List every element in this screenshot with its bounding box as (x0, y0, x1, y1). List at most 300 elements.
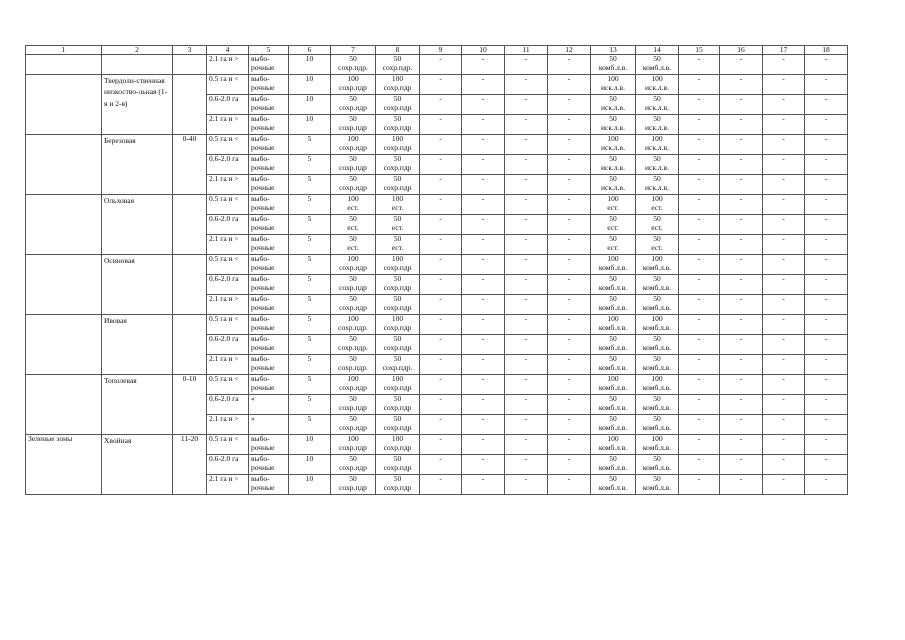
area-cell: 0.6-2.0 га (207, 95, 249, 115)
area-cell: 0.5 га и < (207, 75, 249, 95)
value-cell (331, 355, 376, 375)
stand-type-cell: Ивовая (102, 315, 173, 375)
percent-cell: 5 (289, 175, 331, 195)
dash-cell: - (420, 75, 462, 95)
cutting-type-cell-line: рочные (251, 222, 275, 232)
dash-cell: - (505, 75, 548, 95)
renewal-cell-line: 50 (609, 294, 617, 303)
cutting-type-cell-line: рочные (251, 262, 275, 272)
percent-cell: 10 (289, 435, 331, 455)
dash-cell: - (548, 255, 591, 275)
value-cell-line: сохр.пдр (383, 322, 412, 332)
dash-cell: - (505, 215, 548, 235)
value-cell (376, 455, 420, 475)
renewal-cell-line: комб.л.в. (598, 482, 628, 492)
dash-cell: - (505, 355, 548, 375)
dash-cell: - (548, 135, 591, 155)
category-cell (26, 195, 102, 255)
renewal-cell-line: 100 (607, 194, 619, 203)
renewal-cell-line: комб.л.в. (642, 362, 672, 372)
renewal-cell-line: комб.л.в. (642, 282, 672, 292)
renewal-cell (591, 55, 636, 75)
cutting-type-cell-line: выбо- (251, 454, 270, 463)
dash-cell: - (505, 395, 548, 415)
area-cell: 0.6-2.0 га (207, 455, 249, 475)
dash-cell: - (462, 375, 505, 395)
renewal-cell-line: 50 (609, 354, 617, 363)
value-cell-line: сохр.пдр (383, 142, 412, 152)
dash-cell: - (505, 135, 548, 155)
dash-cell: - (720, 295, 763, 315)
value-cell-line: сохр.пдр (339, 402, 367, 412)
stand-type-cell: Осиновая (102, 255, 173, 315)
age-cell: 11-20 (173, 435, 207, 495)
renewal-cell (636, 75, 679, 95)
dash-cell: - (679, 295, 720, 315)
renewal-cell (636, 235, 679, 255)
dash-cell: - (805, 95, 848, 115)
dash-cell: - (679, 475, 720, 495)
dash-cell: - (763, 55, 805, 75)
value-cell (376, 75, 420, 95)
value-cell-line: сохр.пдр (383, 402, 412, 412)
dash-cell: - (763, 235, 805, 255)
dash-cell: - (462, 335, 505, 355)
dash-cell: - (720, 335, 763, 355)
value-cell-line: 100 (347, 194, 359, 203)
value-cell (376, 335, 420, 355)
cutting-type-cell-line: выбо- (251, 94, 270, 103)
dash-cell: - (462, 115, 505, 135)
value-cell (376, 135, 420, 155)
dash-cell: - (505, 115, 548, 135)
dash-cell: - (805, 235, 848, 255)
value-cell (331, 195, 376, 215)
dash-cell: - (679, 275, 720, 295)
dash-cell: - (420, 395, 462, 415)
cutting-type-cell-line: « (251, 414, 255, 423)
value-cell (376, 375, 420, 395)
dash-cell: - (420, 155, 462, 175)
cutting-type-cell-line: рочные (251, 382, 275, 392)
dash-cell: - (679, 455, 720, 475)
value-cell (376, 295, 420, 315)
dash-cell: - (720, 235, 763, 255)
renewal-cell (636, 95, 679, 115)
renewal-cell-line: иск.л.в. (645, 122, 669, 132)
renewal-cell-line: ест. (607, 202, 619, 212)
percent-cell: 5 (289, 195, 331, 215)
value-cell-line: 50 (393, 334, 402, 343)
dash-cell: - (805, 115, 848, 135)
value-cell-line: 100 (391, 254, 404, 263)
dash-cell: - (420, 115, 462, 135)
dash-cell: - (720, 435, 763, 455)
dash-cell: - (679, 95, 720, 115)
renewal-cell-line: 50 (609, 474, 617, 483)
dash-cell: - (505, 375, 548, 395)
dash-cell: - (763, 255, 805, 275)
dash-cell: - (462, 475, 505, 495)
dash-cell: - (548, 155, 591, 175)
percent-cell: 5 (289, 135, 331, 155)
renewal-cell (591, 75, 636, 95)
dash-cell: - (505, 415, 548, 435)
age-cell (173, 255, 207, 315)
dash-cell: - (505, 155, 548, 175)
value-cell (376, 395, 420, 415)
value-cell-line: сохр.пдр (383, 282, 412, 292)
age-cell: 0-10 (173, 375, 207, 435)
renewal-cell (591, 435, 636, 455)
header-cell: 1 (26, 46, 102, 55)
dash-cell: - (420, 455, 462, 475)
dash-cell: - (548, 395, 591, 415)
dash-cell: - (805, 295, 848, 315)
dash-cell: - (679, 335, 720, 355)
age-cell (173, 75, 207, 135)
renewal-cell-line: комб.л.в. (642, 402, 672, 412)
value-cell-line: сохр.пдр. (338, 342, 368, 352)
value-cell-line: 50 (349, 94, 357, 103)
value-cell-line: 50 (349, 354, 357, 363)
cutting-type-cell (249, 75, 289, 95)
table-row (26, 375, 848, 395)
dash-cell: - (505, 235, 548, 255)
value-cell-line: 50 (393, 274, 402, 283)
value-cell-line: сохр.пдр (339, 442, 367, 452)
cutting-type-cell (249, 235, 289, 255)
cutting-type-cell-line: выбо- (251, 254, 270, 263)
dash-cell: - (720, 155, 763, 175)
cutting-type-cell (249, 295, 289, 315)
value-cell (331, 335, 376, 355)
dash-cell: - (805, 315, 848, 335)
cutting-type-cell-line: рочные (251, 102, 275, 112)
dash-cell: - (505, 455, 548, 475)
dash-cell: - (462, 215, 505, 235)
header-cell: 18 (805, 46, 848, 55)
value-cell (376, 255, 420, 275)
cutting-type-cell (249, 255, 289, 275)
dash-cell: - (420, 435, 462, 455)
value-cell-line: сохр.пдр (383, 382, 412, 392)
dash-cell: - (805, 175, 848, 195)
forestry-table (25, 45, 848, 495)
value-cell (376, 95, 420, 115)
cutting-type-cell-line: выбо- (251, 114, 270, 123)
value-cell-line: 50 (349, 114, 357, 123)
renewal-cell-line: 50 (653, 234, 661, 243)
value-cell-line: сохр.пдр (383, 162, 412, 172)
renewal-cell (636, 175, 679, 195)
dash-cell: - (505, 275, 548, 295)
value-cell-line: 50 (393, 394, 402, 403)
dash-cell: - (420, 135, 462, 155)
value-cell-line: 100 (391, 314, 404, 323)
dash-cell: - (548, 315, 591, 335)
dash-cell: - (805, 215, 848, 235)
renewal-cell (591, 395, 636, 415)
value-cell-line: 50 (393, 94, 402, 103)
value-cell-line: сохр.пдр (383, 342, 412, 352)
dash-cell: - (548, 55, 591, 75)
renewal-cell-line: 50 (609, 394, 617, 403)
value-cell-line: 50 (393, 414, 402, 423)
cutting-type-cell-line: рочные (251, 282, 275, 292)
renewal-cell (636, 355, 679, 375)
dash-cell: - (420, 415, 462, 435)
dash-cell: - (763, 375, 805, 395)
value-cell (331, 455, 376, 475)
percent-cell: 5 (289, 155, 331, 175)
renewal-cell-line: иск.л.в. (645, 142, 669, 152)
cutting-type-cell-line: рочные (251, 322, 275, 332)
area-cell: 0.5 га и < (207, 315, 249, 335)
renewal-cell-line: 50 (609, 154, 617, 163)
dash-cell: - (679, 255, 720, 275)
value-cell (376, 115, 420, 135)
value-cell-line: 50 (393, 154, 402, 163)
renewal-cell-line: комб.л.в. (642, 302, 672, 312)
renewal-cell-line: комб.л.в. (598, 402, 628, 412)
area-cell: 0.6-2.0 га (207, 275, 249, 295)
cutting-type-cell-line: выбо- (251, 194, 270, 203)
dash-cell: - (679, 155, 720, 175)
value-cell-line: 100 (347, 134, 359, 143)
dash-cell: - (805, 375, 848, 395)
value-cell-line: 100 (347, 374, 359, 383)
cutting-type-cell-line: выбо- (251, 434, 270, 443)
renewal-cell (591, 455, 636, 475)
table-row (26, 75, 848, 95)
dash-cell: - (720, 455, 763, 475)
value-cell-line: ест. (347, 222, 359, 232)
dash-cell: - (679, 215, 720, 235)
header-cell: 15 (679, 46, 720, 55)
header-cell: 9 (420, 46, 462, 55)
cutting-type-cell-line: выбо- (251, 314, 270, 323)
dash-cell: - (720, 135, 763, 155)
value-cell-line: 100 (347, 434, 359, 443)
renewal-cell (591, 355, 636, 375)
dash-cell: - (420, 275, 462, 295)
dash-cell: - (505, 95, 548, 115)
dash-cell: - (420, 295, 462, 315)
renewal-cell-line: 100 (651, 374, 663, 383)
renewal-cell-line: иск.л.в. (601, 122, 625, 132)
renewal-cell (636, 115, 679, 135)
cutting-type-cell-line: рочные (251, 62, 275, 72)
dash-cell: - (720, 55, 763, 75)
renewal-cell-line: комб.л.в. (642, 382, 672, 392)
renewal-cell-line: комб.л.в. (598, 302, 628, 312)
cutting-type-cell-line: выбо- (251, 54, 270, 63)
renewal-cell-line: 50 (653, 54, 661, 63)
percent-cell: 5 (289, 315, 331, 335)
cutting-type-cell-line: рочные (251, 482, 275, 492)
cutting-type-cell-line: выбо- (251, 174, 270, 183)
dash-cell: - (548, 115, 591, 135)
value-cell-line: 50 (393, 294, 402, 303)
value-cell-line: 100 (347, 74, 359, 83)
dash-cell: - (505, 55, 548, 75)
dash-cell: - (505, 255, 548, 275)
value-cell (331, 375, 376, 395)
renewal-cell-line: 50 (653, 274, 661, 283)
dash-cell: - (720, 75, 763, 95)
dash-cell: - (720, 275, 763, 295)
value-cell (331, 275, 376, 295)
table-body (26, 46, 848, 495)
renewal-cell-line: ест. (607, 242, 619, 252)
dash-cell: - (462, 155, 505, 175)
percent-cell: 5 (289, 295, 331, 315)
renewal-cell (636, 55, 679, 75)
dash-cell: - (720, 475, 763, 495)
renewal-cell (636, 215, 679, 235)
renewal-cell-line: 50 (609, 174, 617, 183)
renewal-cell (636, 475, 679, 495)
value-cell-line: сохр.пдр (383, 82, 412, 92)
dash-cell: - (505, 315, 548, 335)
renewal-cell-line: 100 (607, 74, 619, 83)
renewal-cell (636, 275, 679, 295)
dash-cell: - (420, 175, 462, 195)
dash-cell: - (720, 375, 763, 395)
percent-cell: 5 (289, 275, 331, 295)
dash-cell: - (548, 75, 591, 95)
renewal-cell (591, 275, 636, 295)
value-cell-line: 100 (391, 74, 404, 83)
value-cell (331, 295, 376, 315)
value-cell-line: ест. (391, 242, 404, 252)
dash-cell: - (548, 195, 591, 215)
value-cell-line: 50 (349, 214, 357, 223)
renewal-cell (636, 455, 679, 475)
renewal-cell (591, 215, 636, 235)
cutting-type-cell (249, 195, 289, 215)
renewal-cell-line: 100 (607, 314, 619, 323)
dash-cell: - (679, 175, 720, 195)
dash-cell: - (805, 475, 848, 495)
value-cell-line: сохр.пдр (339, 382, 367, 392)
cutting-type-cell-line: рочные (251, 362, 275, 372)
value-cell-line: 100 (391, 194, 404, 203)
dash-cell: - (805, 455, 848, 475)
area-cell: 0.5 га и < (207, 375, 249, 395)
value-cell-line: 50 (393, 54, 402, 63)
area-cell: 0.5 га и < (207, 435, 249, 455)
value-cell (331, 475, 376, 495)
header-cell: 17 (763, 46, 805, 55)
cutting-type-cell-line: рочные (251, 182, 275, 192)
cutting-type-cell-line: выбо- (251, 234, 270, 243)
renewal-cell-line: 50 (653, 474, 661, 483)
renewal-cell (591, 415, 636, 435)
dash-cell: - (720, 175, 763, 195)
value-cell (376, 435, 420, 455)
value-cell (331, 175, 376, 195)
category-cell (26, 55, 102, 75)
stand-type-cell: Березовая (102, 135, 173, 195)
dash-cell: - (805, 355, 848, 375)
dash-cell: - (763, 335, 805, 355)
value-cell-line: сохр.пдр. (382, 62, 413, 72)
renewal-cell-line: 100 (651, 434, 663, 443)
cutting-type-cell-line: выбо- (251, 134, 270, 143)
dash-cell: - (462, 355, 505, 375)
header-cell: 13 (591, 46, 636, 55)
renewal-cell (636, 255, 679, 275)
renewal-cell-line: иск.л.в. (645, 102, 669, 112)
area-cell: 2.1 га и > (207, 295, 249, 315)
renewal-cell-line: комб.л.в. (598, 422, 628, 432)
value-cell (331, 95, 376, 115)
renewal-cell-line: комб.л.в. (598, 362, 628, 372)
dash-cell: - (805, 195, 848, 215)
cutting-type-cell-line (251, 424, 286, 433)
value-cell-line: сохр.пдр (339, 262, 367, 272)
dash-cell: - (420, 375, 462, 395)
renewal-cell-line: 50 (653, 94, 661, 103)
renewal-cell-line: 100 (607, 134, 619, 143)
dash-cell: - (763, 75, 805, 95)
dash-cell: - (805, 395, 848, 415)
cutting-type-cell (249, 135, 289, 155)
dash-cell: - (805, 335, 848, 355)
value-cell-line: сохр.пдр (339, 162, 367, 172)
dash-cell: - (462, 315, 505, 335)
value-cell-line: 50 (349, 334, 357, 343)
value-cell-line: 50 (393, 454, 402, 463)
dash-cell: - (763, 355, 805, 375)
cutting-type-cell (249, 415, 289, 435)
dash-cell: - (420, 95, 462, 115)
renewal-cell-line: иск.л.в. (601, 102, 625, 112)
cutting-type-cell-line: рочные (251, 162, 275, 172)
value-cell-line: 100 (347, 314, 359, 323)
cutting-type-cell (249, 395, 289, 415)
dash-cell: - (763, 415, 805, 435)
renewal-cell-line: 100 (651, 74, 663, 83)
renewal-cell-line: комб.л.в. (598, 282, 628, 292)
dash-cell: - (805, 415, 848, 435)
table-row (26, 255, 848, 275)
dash-cell: - (420, 475, 462, 495)
renewal-cell-line: 50 (609, 414, 617, 423)
dash-cell: - (679, 135, 720, 155)
renewal-cell-line: иск.л.в. (601, 142, 625, 152)
value-cell-line: сохр.пдр (383, 102, 412, 112)
value-cell-line: сохр.пдр (383, 302, 412, 312)
renewal-cell-line: 50 (609, 54, 617, 63)
cutting-type-cell-line: выбо- (251, 274, 270, 283)
table-row (26, 55, 848, 75)
value-cell-line: 50 (349, 174, 357, 183)
value-cell (331, 235, 376, 255)
value-cell (376, 275, 420, 295)
renewal-cell-line: 50 (653, 454, 661, 463)
table-row (26, 435, 848, 455)
header-cell: 2 (102, 46, 173, 55)
dash-cell: - (420, 55, 462, 75)
dash-cell: - (548, 95, 591, 115)
value-cell-line: сохр.пдр. (338, 62, 368, 72)
renewal-cell (591, 195, 636, 215)
cutting-type-cell-line: выбо- (251, 354, 270, 363)
value-cell-line: сохр.пдр (383, 182, 412, 192)
